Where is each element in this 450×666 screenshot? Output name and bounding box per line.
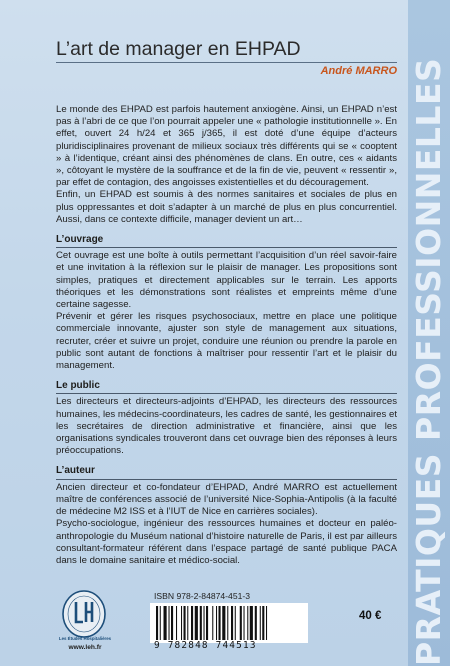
- barcode-number: 9 782848 744513: [154, 640, 257, 651]
- section-heading-public: Le public: [56, 380, 397, 394]
- intro-paragraph: Le monde des EHPAD est parfois hautement anxiogène. Ainsi, un EHPAD n’est pas à l’abri de ce que l’on pourrait appeler une « pathologie institutionnelle ». En effet, ouvert 24 h/24 et 365 j/365, il est doté d’une équipe d’acteurs pluridisciplinaires provenant de milieux sociaux très différents qui se « cooptent » à l’identique, créant ainsi des phénomènes de clans. En outre, ces « aidants », côtoyant le mystère de la souffrance et de la fin de vie, peuvent « ressentir », par effet de contagion, des angoisses existentielles et du découragement.: [56, 104, 397, 189]
- section-heading-ouvrage: L’ouvrage: [56, 234, 397, 248]
- side-band: [408, 0, 450, 666]
- section-paragraph: Prévenir et gérer les risques psychosociaux, mettre en place une politique commerciale innovante, ajuster son style de management aux situations, recruter, créer et suivre un projet, conduire une réunion ou prendre la parole en public sont autant de fonctions à maîtriser pour ressentir l’art et le plaisir du management.: [56, 311, 397, 372]
- book-title: L’art de manager en EHPAD: [56, 38, 301, 60]
- section-heading-auteur: L’auteur: [56, 465, 397, 479]
- section-paragraph: Les directeurs et directeurs-adjoints d’EHPAD, les directeurs des ressources humaines, les médecins-coordinateurs, les cadres de santé, les gestionnaires et les secrétaires de direction administrative et financière, ainsi que les organisations syndicales trouveront dans cet ouvrage bien des réponses à leurs préoccupations.: [56, 396, 397, 457]
- section-paragraph: Cet ouvrage est une boîte à outils permettant l’acquisition d’un réel savoir-faire et une invitation à la réflexion sur le plaisir de manager. Les propositions sont simples, pratiques et directement applicables sur le terrain. Les apports théoriques et les démonstrations sont réalistes et empreints même d’une certaine sagesse.: [56, 250, 397, 311]
- blurb: [56, 104, 397, 567]
- isbn-label: ISBN 978-2-84874-451-3: [154, 591, 251, 601]
- price: 40 €: [359, 610, 382, 622]
- collection-banner: PRATIQUES PROFESSIONNELLES: [409, 57, 448, 666]
- section-paragraph: Psycho-sociologue, ingénieur des ressources humaines et docteur en paléo-anthropologie du Muséum national d’histoire naturelle de Paris, il est par ailleurs consultant-formateur référent dans l’espace partagé de santé publique PACA dans le domaine sanitaire et médico-social.: [56, 518, 397, 566]
- title-divider: [56, 62, 397, 63]
- intro-paragraph: Enfin, un EHPAD est soumis à des normes sanitaires et sociales de plus en plus oppressantes et doit s’adapter à un marché de plus en plus concurrentiel. Aussi, dans ce contexte difficile, manager devient un art…: [56, 189, 397, 225]
- section-paragraph: Ancien directeur et co-fondateur d’EHPAD, André MARRO est actuellement maître de conférences associé de l’université Nice-Sophia-Antipolis (à la faculté de médecine M2 ISS et à l’IUT de Nice en carrières sociales).: [56, 481, 397, 518]
- publisher-name: Les Études Hospitalières: [58, 636, 112, 641]
- barcode-icon: [150, 603, 308, 643]
- publisher-url: www.leh.fr: [68, 644, 102, 651]
- book-author: André MARRO: [320, 65, 397, 77]
